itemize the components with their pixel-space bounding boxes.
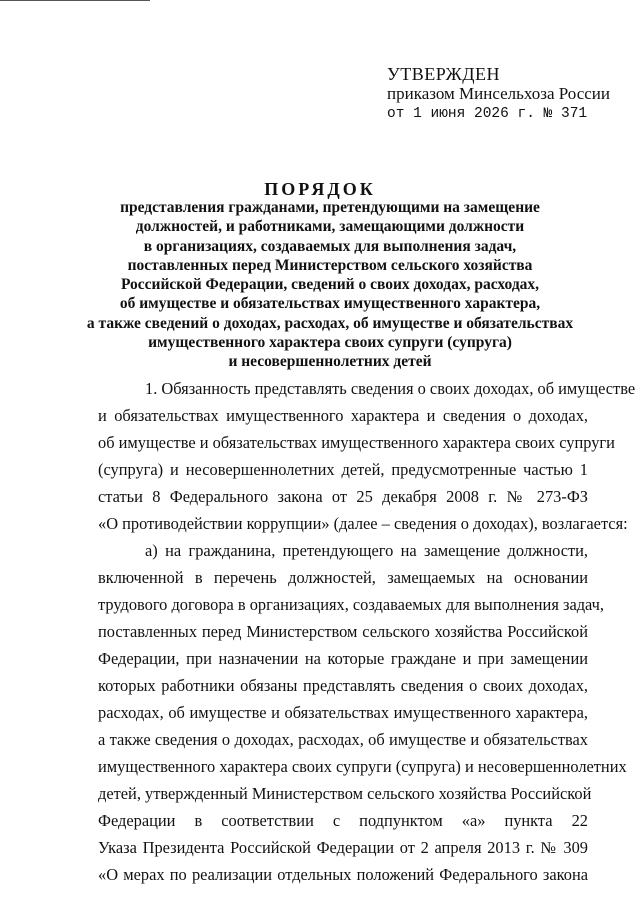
subtitle-line: представления гражданами, претендующими на замещение [120, 199, 540, 216]
text-line: детей, утвержденный Министерством сельского хозяйства Российской [98, 784, 592, 803]
text-line: Федерации, при назначении на которые граждане и при замещении [98, 649, 588, 668]
text-line: «О противодействии коррупции» (далее – сведения о доходах), возлагается: [98, 514, 628, 533]
text-line: имущественного характера своих супруги (супруга) и несовершеннолетних [98, 757, 627, 776]
text-line: трудового договора в организациях, создаваемых для выполнения задач, [98, 595, 605, 614]
subtitle-line: а также сведений о доходах, расходах, об имуществе и обязательствах [86, 314, 574, 332]
paragraph-1 [98, 375, 636, 537]
document-subtitle [80, 198, 580, 372]
subtitle-line: Российской Федерации, сведений о своих доходах, расходах, [120, 276, 540, 294]
subtitle-line: и несовершеннолетних детей [228, 353, 432, 371]
subtitle-line: поставленных перед Министерством сельского хозяйства [127, 256, 533, 274]
document-title: ПОРЯДОК [264, 179, 376, 199]
subtitle-line: об имуществе и обязательствах имущественного характера, [119, 295, 541, 313]
text-line: 1. Обязанность представлять сведения о своих доходах, об имуществе [145, 379, 636, 398]
text-line: которых работники обязаны представлять сведения о своих доходах, [98, 676, 588, 695]
approval-stamp [387, 64, 610, 124]
text-line: Федерации в соответствии с подпунктом «а» пункта 22 [98, 811, 588, 830]
text-line: а также сведения о доходах, расходах, об имуществе и обязательствах [98, 730, 588, 749]
text-line: об имуществе и обязательствах имущественного характера своих супруги [98, 433, 615, 452]
text-line: и обязательствах имущественного характера и сведения о доходах, [98, 406, 588, 425]
text-line: (супруга) и несовершеннолетних детей, предусмотренные частью 1 [98, 460, 588, 479]
subtitle-line: в организациях, создаваемых для выполнения задач, [143, 237, 517, 255]
top-border-line [0, 0, 150, 1]
text-line: поставленных перед Министерством сельского хозяйства Российской [98, 622, 588, 641]
text-line: Указа Президента Российской Федерации от 2 апреля 2013 г. № 309 [98, 838, 588, 857]
text-line: расходах, об имуществе и обязательствах имущественного характера, [98, 703, 588, 722]
text-line: «О мерах по реализации отдельных положений Федерального закона [98, 865, 588, 884]
approval-date-number: от 1 июня 2026 г. № 371 [387, 106, 588, 122]
text-line: статьи 8 Федерального закона от 25 декабря 2008 г. № 273-ФЗ [98, 487, 588, 506]
subtitle-line: должностей, и работниками, замещающими должности [135, 218, 525, 236]
text-line: включенной в перечень должностей, замещаемых на основании [98, 568, 588, 587]
approval-order-by: приказом Минсельхоза России [387, 84, 610, 103]
approval-heading: УТВЕРЖДЕН [387, 64, 501, 84]
paragraph-a [98, 537, 627, 888]
subtitle-line: имущественного характера своих супруги (супруга) [148, 334, 512, 352]
text-line: а) на гражданина, претендующего на замещение должности, [145, 541, 588, 560]
